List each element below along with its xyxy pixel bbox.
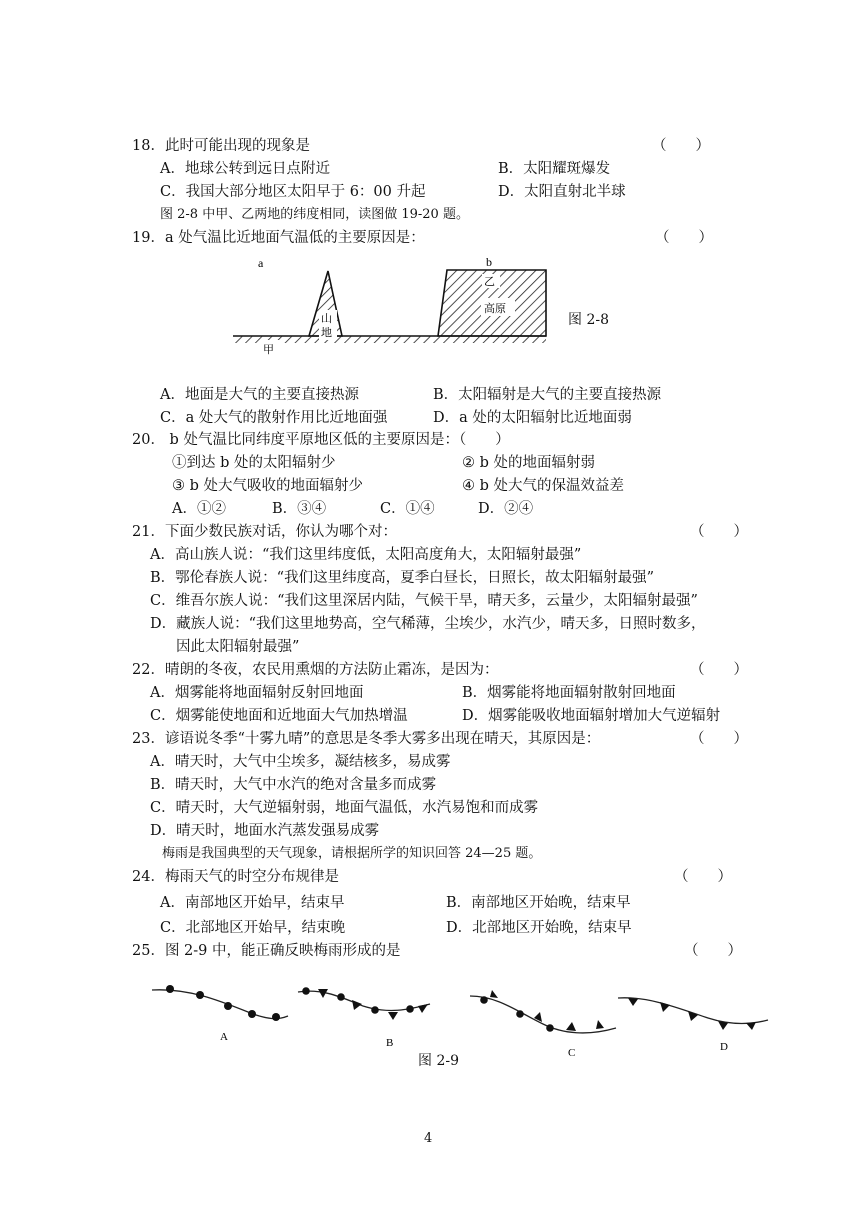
q22-option-d: D．烟雾能吸收地面辐射增加大气逆辐射 (462, 708, 721, 724)
q23-stem: 23．谚语说冬季“十雾九晴”的意思是冬季大雾多出现在晴天，其原因是： (132, 731, 601, 747)
q21-answer-paren: （ ） (690, 524, 748, 540)
q23-answer-paren: （ ） (690, 731, 748, 747)
q24-stem: 24．梅雨天气的时空分布规律是 (132, 869, 339, 885)
front-c (470, 990, 616, 1059)
label-jia: 甲 (263, 343, 274, 356)
front-a (152, 985, 288, 1043)
q19-answer-paren: （ ） (655, 230, 713, 246)
q22-option-c: C．烟雾能使地面和近地面大气加热增温 (150, 708, 408, 724)
q21-option-a: A．高山族人说：“我们这里纬度低，太阳高度角大，太阳辐射最强” (150, 547, 582, 563)
page-number: 4 (424, 1131, 433, 1146)
q20-statement-1: ①到达 b 处的太阳辐射少 (172, 455, 336, 471)
q20-choice-a: A．①② (172, 501, 226, 517)
q20-choice-b: B．③④ (272, 501, 327, 517)
q20-choice-c: C．①④ (380, 501, 435, 517)
q24-answer-paren: （ ） (674, 869, 732, 885)
q22-stem: 22．晴朗的冬夜，农民用熏烟的方法防止霜冻，是因为： (132, 662, 499, 678)
q22-option-a: A．烟雾能将地面辐射反射回地面 (150, 685, 364, 701)
q20-stem: 20． b 处气温比同纬度平原地区低的主要原因是：（ ） (132, 432, 510, 448)
figure-2-9-caption: 图 2-9 (418, 1053, 459, 1069)
q21-option-d: D．藏族人说：“我们这里地势高，空气稀薄，尘埃少，水汽少，晴天多，日照时数多， (150, 616, 706, 632)
q24-option-c: C．北部地区开始早，结束晚 (160, 920, 346, 936)
q20-statement-2: ② b 处的地面辐射弱 (462, 455, 595, 471)
label-plateau: 高原 (484, 302, 506, 315)
q23-option-a: A．晴天时，大气中尘埃多，凝结核多，易成雾 (150, 754, 451, 770)
q19-option-b: B．太阳辐射是大气的主要直接热源 (433, 387, 662, 403)
q23-option-b: B．晴天时，大气中水汽的绝对含量多而成雾 (150, 777, 437, 793)
q20-choice-d: D．②④ (478, 501, 534, 517)
label-yi: 乙 (484, 275, 495, 288)
q18-option-c: C．我国大部分地区太阳早于 6：00 升起 (160, 184, 426, 200)
q23-option-d: D．晴天时，地面水汽蒸发强易成雾 (150, 823, 380, 839)
q21-stem: 21．下面少数民族对话，你认为哪个对： (132, 524, 397, 540)
front-b-label: B (386, 1037, 394, 1049)
q23-option-c: C．晴天时，大气逆辐射弱，地面气温低，水汽易饱和而成雾 (150, 800, 539, 816)
label-mountain-1: 山 (321, 312, 332, 325)
figure-2-8-caption: 图 2-8 (568, 312, 609, 328)
q22-option-b: B．烟雾能将地面辐射散射回地面 (462, 685, 676, 701)
q20-statement-3: ③ b 处大气吸收的地面辐射少 (172, 478, 363, 494)
q20-statement-4: ④ b 处大气的保温效益差 (462, 478, 624, 494)
q18-option-a: A．地球公转到远日点附近 (160, 161, 330, 177)
q24-option-b: B．南部地区开始晚，结束早 (446, 895, 631, 911)
figure-2-9 (148, 978, 773, 1060)
q18-option-d: D．太阳直射北半球 (498, 184, 626, 200)
q18-stem: 18．此时可能出现的现象是 (132, 138, 310, 154)
q18-answer-paren: （ ） (652, 138, 710, 154)
label-b: b (486, 255, 492, 269)
intro-24-25: 梅雨是我国典型的天气现象，请根据所学的知识回答 24—25 题。 (162, 846, 542, 861)
front-d (618, 998, 768, 1053)
front-b (298, 987, 430, 1049)
front-c-label: C (568, 1047, 576, 1059)
q25-stem: 25．图 2-9 中，能正确反映梅雨形成的是 (132, 943, 401, 959)
q19-option-a: A．地面是大气的主要直接热源 (160, 387, 359, 403)
intro-19-20: 图 2-8 中甲、乙两地的纬度相同，读图做 19-20 题。 (160, 207, 469, 222)
front-d-label: D (720, 1041, 728, 1053)
q25-answer-paren: （ ） (684, 943, 742, 959)
q18-option-b: B．太阳耀斑爆发 (498, 161, 611, 177)
label-mountain-2: 地 (321, 326, 332, 339)
label-a: a (258, 256, 264, 270)
q19-stem: 19．a 处气温比近地面气温低的主要原因是： (132, 230, 425, 246)
q19-option-c: C．a 处大气的散射作用比近地面强 (160, 410, 388, 426)
front-a-label: A (220, 1031, 228, 1043)
q21-option-d-continued: 因此太阳辐射最强” (176, 639, 300, 655)
q22-answer-paren: （ ） (690, 662, 748, 678)
q19-option-d: D．a 处的太阳辐射比近地面弱 (433, 410, 632, 426)
q24-option-a: A．南部地区开始早，结束早 (160, 895, 345, 911)
q21-option-b: B．鄂伦春族人说：“我们这里纬度高，夏季白昼长，日照长，故太阳辐射最强” (150, 570, 654, 586)
ground-hatch (233, 336, 546, 343)
figure-2-8 (225, 254, 555, 360)
q21-option-c: C．维吾尔族人说：“我们这里深居内陆，气候干旱，晴天多，云量少，太阳辐射最强” (150, 593, 698, 609)
q24-option-d: D．北部地区开始晚，结束早 (446, 920, 632, 936)
